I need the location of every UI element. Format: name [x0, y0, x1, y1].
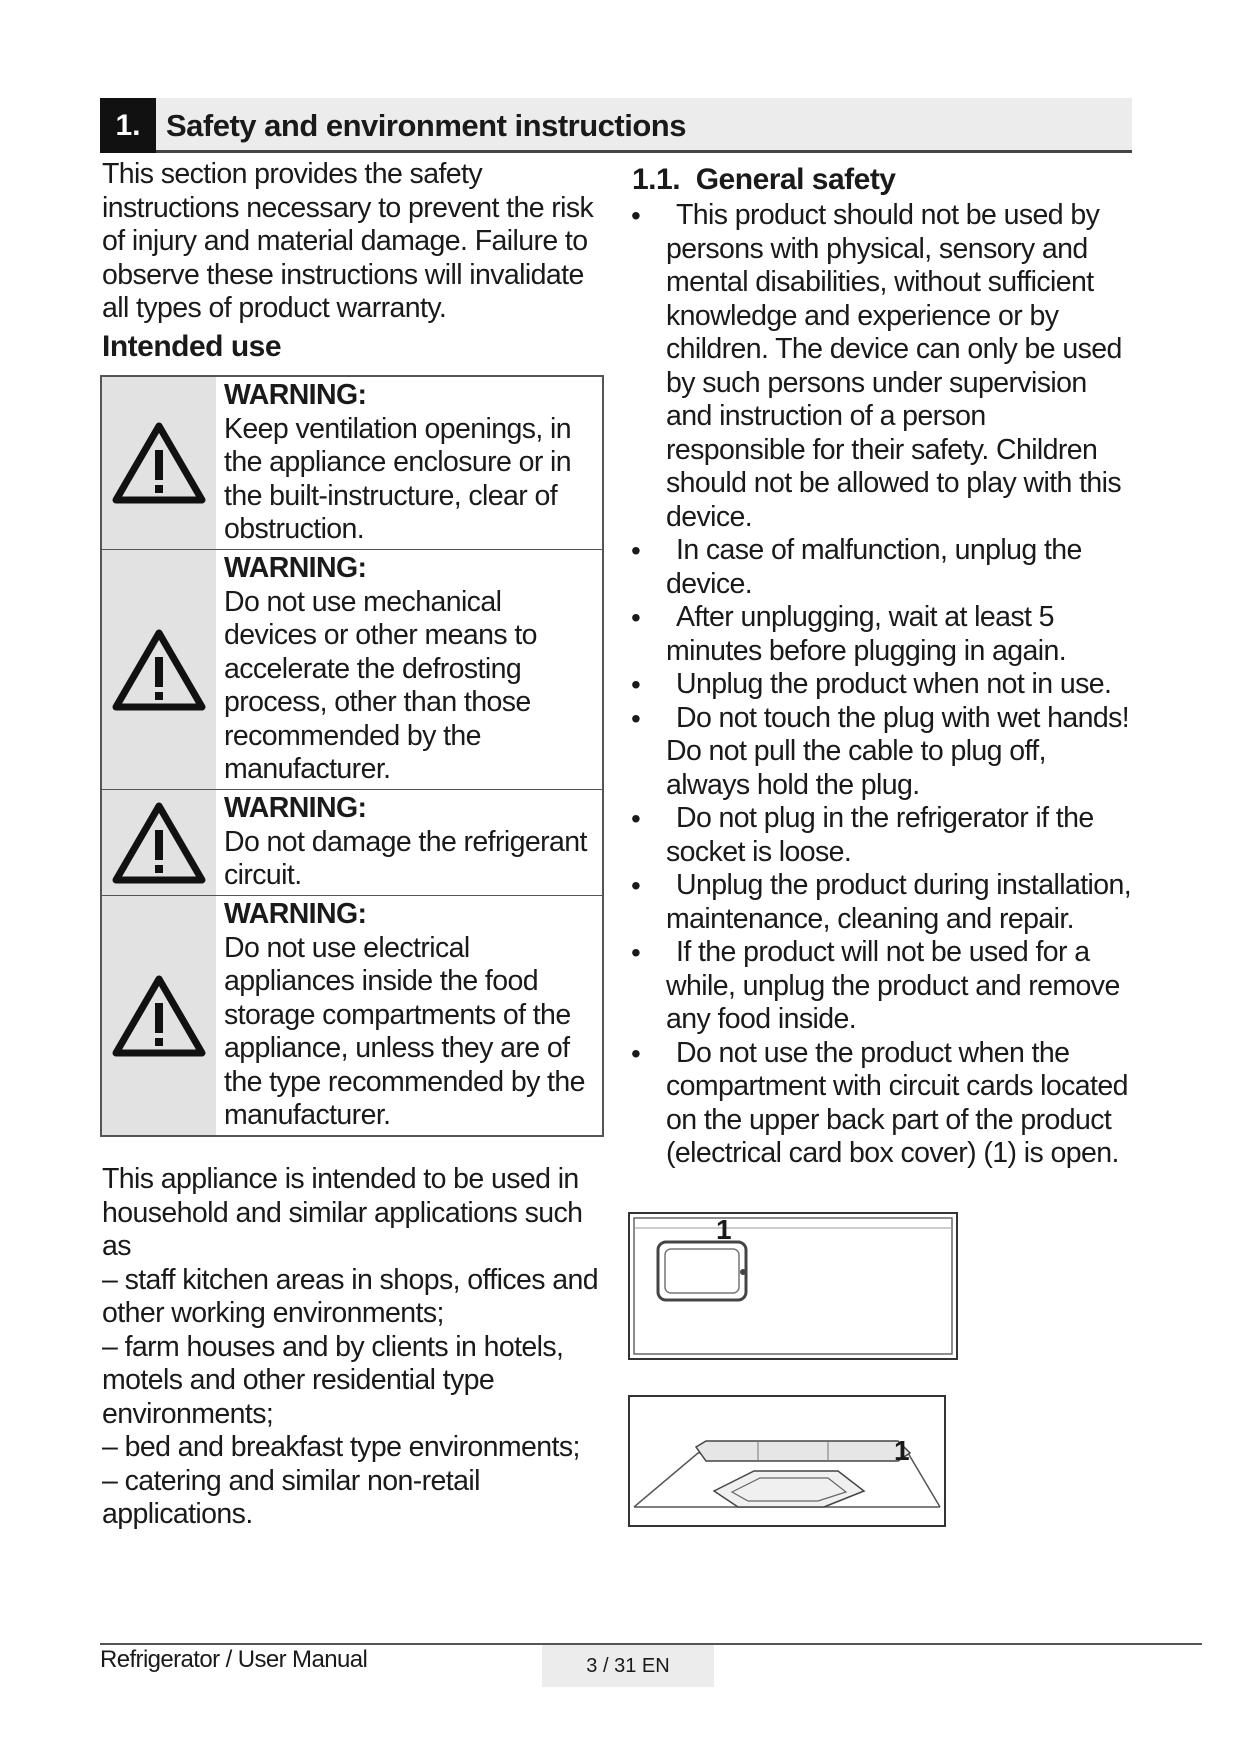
- warning-message: Keep ventilation openings, in the appliance enclosure or in the built-instructure, clear of obstruction.: [224, 412, 572, 545]
- warning-text: [216, 377, 602, 549]
- general-safety-heading: [632, 163, 1132, 197]
- figure-label: 1: [894, 1435, 910, 1466]
- warning-text: [216, 550, 602, 789]
- warning-label: WARNING:: [224, 552, 367, 584]
- warning-row: [102, 377, 602, 549]
- list-item: • In case of malfunction, unplug the device.: [632, 534, 1132, 601]
- application-item: – bed and breakfast type environments;: [102, 1431, 580, 1463]
- warning-triangle-icon: [111, 420, 207, 506]
- list-item: • If the product will not be used for a while, unplug the product and remove any food inside.: [632, 936, 1132, 1037]
- warning-row: [102, 895, 602, 1135]
- warning-label: WARNING:: [224, 792, 367, 824]
- warning-icon-cell: [102, 790, 216, 895]
- warning-text: [216, 896, 602, 1135]
- applications-intro: This appliance is intended to be used in household and similar applications such as: [102, 1163, 583, 1262]
- list-item: • This product should not be used by persons with physical, sensory and mental disabilities, without sufficient knowledge and experience or by children. The device can only be used by such persons under supervision and instruction of a person responsible for their safety. Children should not be allowed to play with this device.: [632, 199, 1132, 534]
- card-box-illustration: [628, 1212, 958, 1360]
- intended-use-heading: Intended use: [102, 330, 282, 363]
- list-item: • Do not plug in the refrigerator if the socket is loose.: [632, 802, 1132, 869]
- section-number: 1.: [100, 98, 156, 153]
- card-box-figure-top: [628, 1212, 958, 1360]
- general-safety-title: General safety: [695, 163, 896, 196]
- warning-triangle-icon: [111, 973, 207, 1059]
- section-header: [100, 98, 1132, 153]
- general-safety-number: 1.1.: [632, 163, 681, 196]
- list-item: • After unplugging, wait at least 5 minutes before plugging in again.: [632, 601, 1132, 668]
- application-item: – farm houses and by clients in hotels, motels and other residential type environments;: [102, 1330, 564, 1430]
- warning-triangle-icon: [111, 800, 207, 886]
- footer-page-number: 3 / 31 EN: [542, 1645, 714, 1687]
- warning-message: Do not use electrical appliances inside the food storage compartments of the appliance, unless they are of the type recommended by the manufacturer.: [224, 931, 585, 1131]
- list-item: • Do not use the product when the compartment with circuit cards located on the upper back part of the product (electrical card box cover) (1) is open.: [632, 1037, 1132, 1171]
- card-box-figure-bottom: [628, 1395, 946, 1527]
- warning-text: [216, 790, 602, 895]
- applications-text: [102, 1163, 612, 1532]
- warning-message: Do not damage the refrigerant circuit.: [224, 825, 587, 891]
- warning-row: [102, 789, 602, 895]
- warning-table: [100, 375, 604, 1137]
- application-item: – catering and similar non-retail applications.: [102, 1464, 480, 1530]
- warning-label: WARNING:: [224, 379, 367, 411]
- warning-triangle-icon: [111, 627, 207, 713]
- list-item: • Unplug the product when not in use.: [632, 668, 1132, 702]
- footer-document-title: Refrigerator / User Manual: [100, 1646, 368, 1673]
- warning-icon-cell: [102, 896, 216, 1135]
- application-item: – staff kitchen areas in shops, offices and other working environments;: [102, 1263, 598, 1329]
- warning-row: [102, 549, 602, 789]
- list-item: • Unplug the product during installation, maintenance, cleaning and repair.: [632, 869, 1132, 936]
- section-title: Safety and environment instructions: [166, 108, 686, 143]
- warning-label: WARNING:: [224, 898, 367, 930]
- warning-icon-cell: [102, 550, 216, 789]
- warning-icon-cell: [102, 377, 216, 549]
- figure-label: 1: [716, 1214, 732, 1245]
- general-safety-list: [632, 199, 1132, 1171]
- warning-message: Do not use mechanical devices or other means to accelerate the defrosting process, other than those recommended by the manufacturer.: [224, 585, 537, 785]
- list-item: • Do not touch the plug with wet hands! Do not pull the cable to plug off, always hold the plug.: [632, 702, 1132, 803]
- intro-paragraph: This section provides the safety instructions necessary to prevent the risk of injury and material damage. Failure to observe these instructions will invalidate all types of product warranty.: [102, 158, 594, 324]
